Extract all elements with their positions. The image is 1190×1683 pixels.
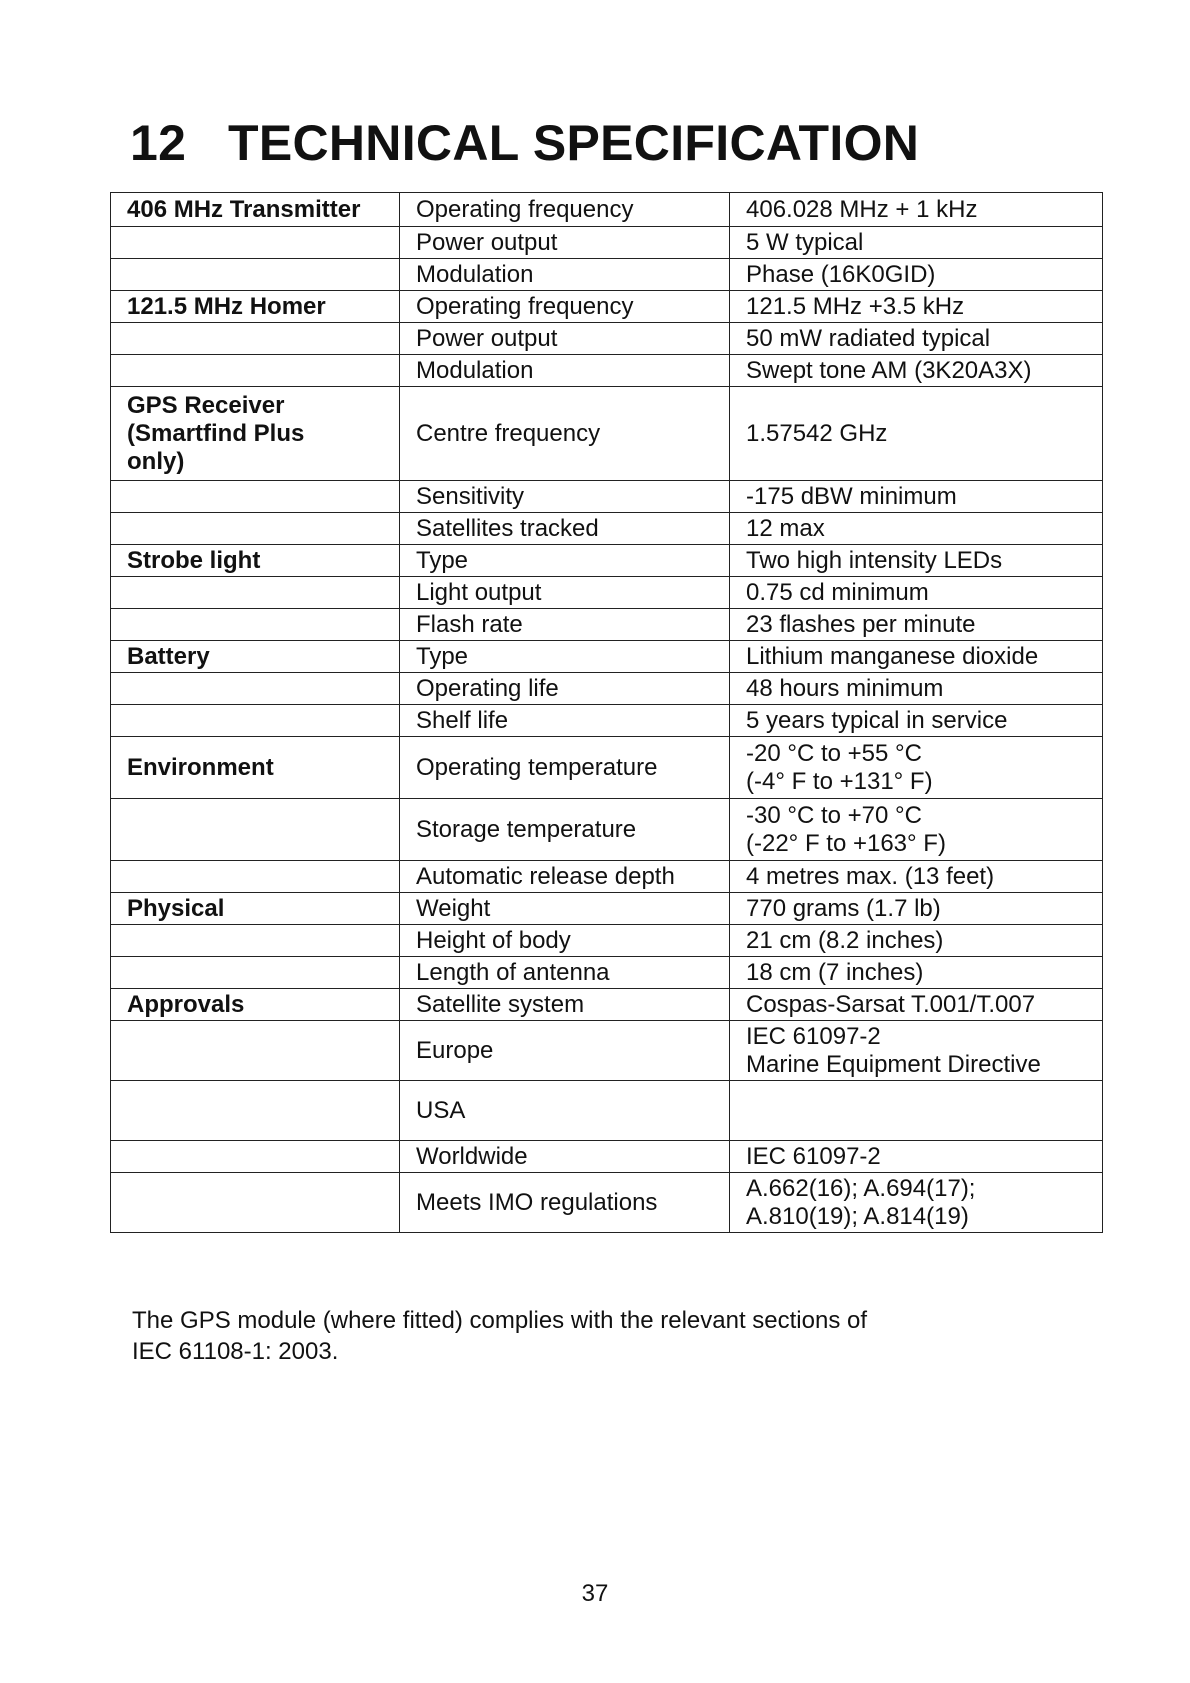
spec-category-text: Physical bbox=[127, 894, 225, 922]
spec-row bbox=[111, 705, 1103, 737]
spec-parameter-text: Worldwide bbox=[416, 1142, 528, 1170]
spec-category-cell bbox=[111, 387, 400, 481]
spec-parameter-cell bbox=[400, 513, 730, 545]
spec-value-text: 50 mW radiated typical bbox=[746, 324, 991, 352]
spec-parameter-text: Operating temperature bbox=[416, 753, 658, 781]
spec-row bbox=[111, 577, 1103, 609]
spec-row bbox=[111, 957, 1103, 989]
spec-parameter-text: Height of body bbox=[416, 926, 571, 954]
spec-value-cell bbox=[730, 1173, 1103, 1233]
spec-category-cell bbox=[111, 481, 400, 513]
page-title bbox=[130, 115, 920, 171]
spec-value-text: Lithium manganese dioxide bbox=[746, 642, 1039, 670]
page-number: 37 bbox=[581, 1580, 609, 1607]
spec-parameter-cell bbox=[400, 893, 730, 925]
spec-category-cell bbox=[111, 545, 400, 577]
spec-category-cell bbox=[111, 291, 400, 323]
spec-parameter-cell bbox=[400, 193, 730, 227]
spec-value-cell bbox=[730, 387, 1103, 481]
spec-parameter-text: Modulation bbox=[416, 356, 534, 384]
spec-category-text: 406 MHz Transmitter bbox=[127, 195, 361, 223]
spec-parameter-cell bbox=[400, 1081, 730, 1141]
spec-parameter-cell bbox=[400, 259, 730, 291]
spec-category-text: Battery bbox=[127, 642, 210, 670]
spec-category-cell bbox=[111, 673, 400, 705]
spec-category-cell bbox=[111, 957, 400, 989]
spec-category-text: GPS Receiver bbox=[127, 391, 285, 419]
spec-parameter-text: Type bbox=[416, 642, 469, 670]
spec-value-text: 5 W typical bbox=[746, 228, 864, 256]
spec-row bbox=[111, 609, 1103, 641]
spec-parameter-cell bbox=[400, 673, 730, 705]
spec-value-cell bbox=[730, 481, 1103, 513]
spec-value-text: 18 cm (7 inches) bbox=[746, 958, 924, 986]
spec-value-text: 770 grams (1.7 lb) bbox=[746, 894, 941, 922]
spec-parameter-cell bbox=[400, 291, 730, 323]
spec-value-cell bbox=[730, 989, 1103, 1021]
spec-category-cell bbox=[111, 227, 400, 259]
spec-value-text: 1.57542 GHz bbox=[746, 419, 888, 447]
spec-category-cell bbox=[111, 577, 400, 609]
spec-row bbox=[111, 291, 1103, 323]
spec-value-text: 12 max bbox=[746, 514, 825, 542]
spec-category-text: Environment bbox=[127, 753, 274, 781]
spec-row bbox=[111, 799, 1103, 861]
spec-value-cell bbox=[730, 227, 1103, 259]
spec-parameter-cell bbox=[400, 861, 730, 893]
spec-parameter-text: Centre frequency bbox=[416, 419, 601, 447]
spec-value-text: A.810(19); A.814(19) bbox=[746, 1202, 969, 1230]
spec-category-cell bbox=[111, 861, 400, 893]
spec-category-text: 121.5 MHz Homer bbox=[127, 292, 326, 320]
spec-parameter-cell bbox=[400, 577, 730, 609]
spec-category-cell bbox=[111, 799, 400, 861]
spec-value-cell bbox=[730, 513, 1103, 545]
spec-row bbox=[111, 513, 1103, 545]
spec-parameter-cell bbox=[400, 227, 730, 259]
spec-value-text: -175 dBW minimum bbox=[746, 482, 957, 510]
spec-value-text: (-4° F to +131° F) bbox=[746, 767, 933, 795]
spec-parameter-cell bbox=[400, 609, 730, 641]
spec-value-cell bbox=[730, 1141, 1103, 1173]
spec-parameter-cell bbox=[400, 641, 730, 673]
spec-category-cell bbox=[111, 737, 400, 799]
spec-parameter-text: Europe bbox=[416, 1036, 494, 1064]
spec-parameter-text: Shelf life bbox=[416, 706, 509, 734]
spec-parameter-text: Operating frequency bbox=[416, 195, 634, 223]
spec-row bbox=[111, 925, 1103, 957]
note-line: The GPS module (where fitted) complies with the relevant sections of bbox=[132, 1307, 867, 1334]
spec-value-cell bbox=[730, 545, 1103, 577]
spec-category-cell bbox=[111, 609, 400, 641]
spec-row bbox=[111, 545, 1103, 577]
spec-category-cell bbox=[111, 259, 400, 291]
spec-value-cell bbox=[730, 323, 1103, 355]
spec-value-cell bbox=[730, 577, 1103, 609]
note-line: IEC 61108-1: 2003. bbox=[132, 1338, 339, 1365]
spec-category-text: Approvals bbox=[127, 990, 245, 1018]
spec-category-cell bbox=[111, 513, 400, 545]
spec-value-text: IEC 61097-2 bbox=[746, 1022, 881, 1050]
spec-parameter-text: Satellite system bbox=[416, 990, 585, 1018]
spec-parameter-cell bbox=[400, 1141, 730, 1173]
spec-value-text: 23 flashes per minute bbox=[746, 610, 976, 638]
specification-table-body bbox=[111, 193, 1103, 1233]
spec-parameter-text: Modulation bbox=[416, 260, 534, 288]
spec-value-text: (-22° F to +163° F) bbox=[746, 829, 946, 857]
spec-parameter-cell bbox=[400, 1021, 730, 1081]
spec-row bbox=[111, 227, 1103, 259]
spec-category-text: (Smartfind Plus bbox=[127, 419, 305, 447]
spec-row bbox=[111, 673, 1103, 705]
spec-value-cell bbox=[730, 673, 1103, 705]
spec-value-cell bbox=[730, 609, 1103, 641]
spec-row bbox=[111, 193, 1103, 227]
spec-value-cell bbox=[730, 737, 1103, 799]
spec-parameter-cell bbox=[400, 737, 730, 799]
spec-value-text: -30 °C to +70 °C bbox=[746, 801, 922, 829]
spec-parameter-text: Satellites tracked bbox=[416, 514, 599, 542]
spec-parameter-text: Storage temperature bbox=[416, 815, 637, 843]
spec-row bbox=[111, 1141, 1103, 1173]
spec-row bbox=[111, 323, 1103, 355]
spec-value-cell bbox=[730, 193, 1103, 227]
spec-category-cell bbox=[111, 893, 400, 925]
spec-value-cell bbox=[730, 957, 1103, 989]
spec-parameter-cell bbox=[400, 1173, 730, 1233]
spec-row bbox=[111, 737, 1103, 799]
spec-value-text: 21 cm (8.2 inches) bbox=[746, 926, 944, 954]
spec-parameter-cell bbox=[400, 481, 730, 513]
spec-row bbox=[111, 259, 1103, 291]
spec-value-cell bbox=[730, 799, 1103, 861]
spec-parameter-cell bbox=[400, 925, 730, 957]
spec-parameter-text: USA bbox=[416, 1096, 466, 1124]
spec-parameter-cell bbox=[400, 799, 730, 861]
spec-value-cell bbox=[730, 925, 1103, 957]
spec-parameter-cell bbox=[400, 323, 730, 355]
spec-parameter-cell bbox=[400, 957, 730, 989]
spec-category-cell bbox=[111, 1141, 400, 1173]
spec-value-text: Swept tone AM (3K20A3X) bbox=[746, 356, 1032, 384]
spec-value-text: 0.75 cd minimum bbox=[746, 578, 929, 606]
spec-category-cell bbox=[111, 705, 400, 737]
gps-compliance-note bbox=[132, 1305, 1032, 1367]
spec-value-cell bbox=[730, 259, 1103, 291]
spec-parameter-text: Operating life bbox=[416, 674, 559, 702]
spec-category-cell bbox=[111, 323, 400, 355]
spec-category-cell bbox=[111, 355, 400, 387]
spec-row bbox=[111, 861, 1103, 893]
spec-value-text: Phase (16K0GID) bbox=[746, 260, 936, 288]
section-number: 12 bbox=[130, 115, 187, 171]
spec-category-cell bbox=[111, 1173, 400, 1233]
spec-row bbox=[111, 989, 1103, 1021]
spec-value-text: Marine Equipment Directive bbox=[746, 1050, 1041, 1078]
spec-parameter-text: Weight bbox=[416, 894, 491, 922]
spec-value-cell bbox=[730, 893, 1103, 925]
spec-parameter-text: Power output bbox=[416, 228, 558, 256]
spec-value-cell bbox=[730, 355, 1103, 387]
spec-value-text: 4 metres max. (13 feet) bbox=[746, 862, 995, 890]
spec-value-cell bbox=[730, 861, 1103, 893]
spec-parameter-text: Sensitivity bbox=[416, 482, 525, 510]
spec-value-text: Cospas-Sarsat T.001/T.007 bbox=[746, 990, 1036, 1018]
spec-value-text: Two high intensity LEDs bbox=[746, 546, 1003, 574]
spec-parameter-cell bbox=[400, 355, 730, 387]
spec-row bbox=[111, 481, 1103, 513]
spec-value-text: IEC 61097-2 bbox=[746, 1142, 881, 1170]
spec-category-cell bbox=[111, 925, 400, 957]
spec-parameter-text: Flash rate bbox=[416, 610, 523, 638]
spec-parameter-text: Type bbox=[416, 546, 469, 574]
spec-value-cell bbox=[730, 705, 1103, 737]
spec-value-text: 406.028 MHz + 1 kHz bbox=[746, 195, 978, 223]
spec-row bbox=[111, 387, 1103, 481]
spec-value-cell bbox=[730, 1021, 1103, 1081]
spec-category-cell bbox=[111, 1021, 400, 1081]
spec-value-text: A.662(16); A.694(17); bbox=[746, 1174, 976, 1202]
spec-value-cell bbox=[730, 291, 1103, 323]
spec-value-cell bbox=[730, 641, 1103, 673]
spec-parameter-text: Meets IMO regulations bbox=[416, 1188, 658, 1216]
spec-parameter-text: Length of antenna bbox=[416, 958, 610, 986]
spec-category-text: Strobe light bbox=[127, 546, 261, 574]
spec-parameter-cell bbox=[400, 705, 730, 737]
section-title: TECHNICAL SPECIFICATION bbox=[228, 115, 920, 171]
spec-parameter-cell bbox=[400, 545, 730, 577]
spec-category-cell bbox=[111, 193, 400, 227]
spec-parameter-text: Automatic release depth bbox=[416, 862, 675, 890]
spec-row bbox=[111, 893, 1103, 925]
spec-value-text: -20 °C to +55 °C bbox=[746, 739, 922, 767]
spec-category-text: only) bbox=[127, 447, 185, 475]
spec-value-text: 5 years typical in service bbox=[746, 706, 1008, 734]
spec-category-cell bbox=[111, 1081, 400, 1141]
specification-table bbox=[110, 192, 1103, 1233]
spec-parameter-text: Power output bbox=[416, 324, 558, 352]
spec-category-cell bbox=[111, 989, 400, 1021]
spec-row bbox=[111, 641, 1103, 673]
spec-parameter-cell bbox=[400, 989, 730, 1021]
spec-row bbox=[111, 1081, 1103, 1141]
spec-row bbox=[111, 1173, 1103, 1233]
spec-parameter-text: Operating frequency bbox=[416, 292, 634, 320]
spec-value-cell bbox=[730, 1081, 1103, 1141]
spec-parameter-text: Light output bbox=[416, 578, 542, 606]
spec-category-cell bbox=[111, 641, 400, 673]
spec-row bbox=[111, 1021, 1103, 1081]
spec-parameter-cell bbox=[400, 387, 730, 481]
spec-value-text: 48 hours minimum bbox=[746, 674, 944, 702]
spec-value-text: 121.5 MHz +3.5 kHz bbox=[746, 292, 965, 320]
spec-row bbox=[111, 355, 1103, 387]
